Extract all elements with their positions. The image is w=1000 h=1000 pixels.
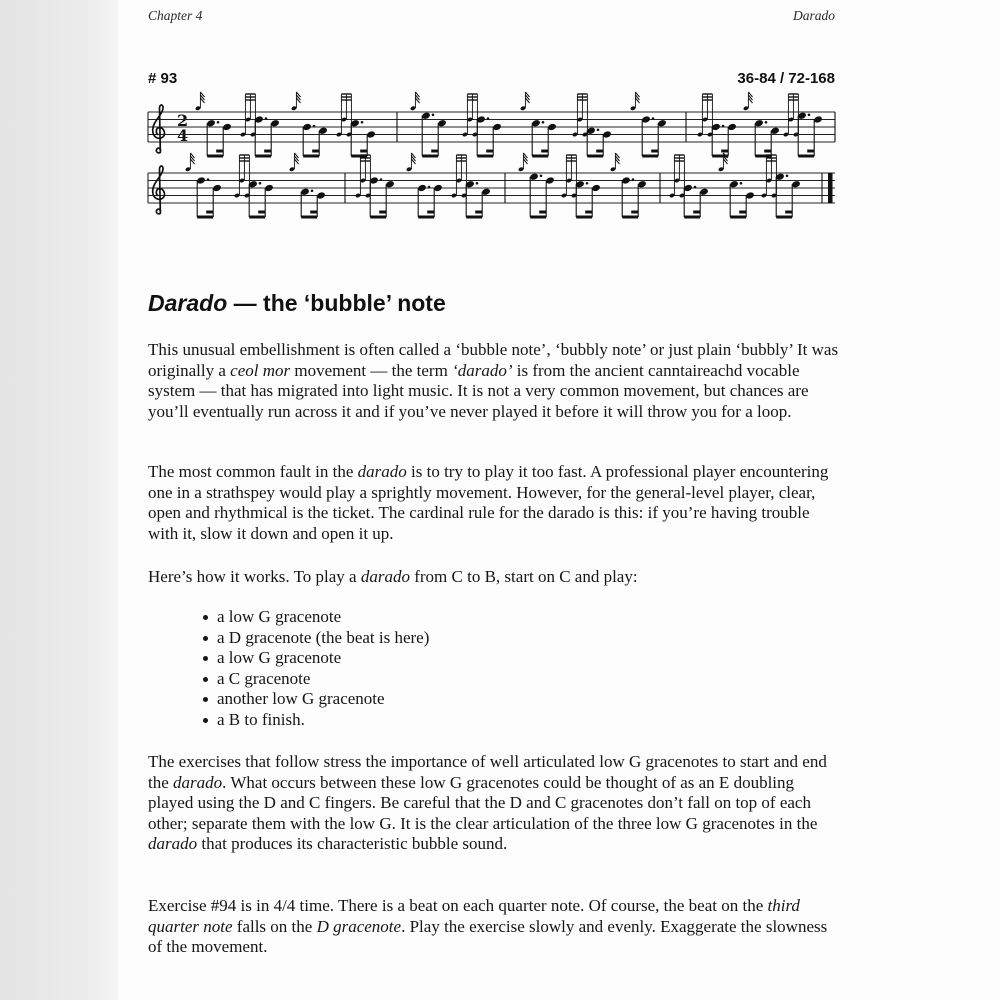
text-run-italic: D gracenote [316,916,402,936]
note-dot [597,128,600,131]
list-item-text: a low G gracenote [217,607,342,626]
list-item [200,628,429,649]
note-dot [765,121,768,124]
exercise-tempo: 36-84 / 72-168 [737,70,835,87]
paragraph-exercise-94 [148,896,840,958]
text-run: is from the ancient canntaireachd vocable system — that has migrated into light music. It is not a very common movement, but chances are you’ll eventually run across it and if you’ve never played it before it will throw you for a loop. [148,360,809,421]
list-item-text: a low G gracenote [217,648,342,668]
note-dot [722,125,725,128]
note-dot [217,121,220,124]
text-run-italic: ‘darado’ [452,360,513,380]
list-item-text: a B to finish. [217,709,305,729]
bullet [203,697,208,702]
text-run-italic: darado [173,772,223,792]
note-dot [586,182,589,185]
note-dot [694,186,697,189]
note-dot [313,125,316,128]
music-score [0,88,1000,228]
text-run: The exercises that follow stress the importance of well articulated low G gracenotes to start and end the [148,752,827,792]
text-run: Here’s how it works. To play a [148,567,361,586]
note-dot [808,113,811,116]
section-heading [148,290,446,317]
text-run: Exercise #94 is in 4/4 time. There is a beat on each quarter note. Of course, the beat on the [148,896,768,915]
note-dot [428,186,431,189]
note-dot [542,121,545,124]
text-run: is to try to play it too fast. A professional player encountering one in a strathspey would play a sprightly movement. However, for the general-level player, clear, open and rhythmical is the ticket. The cardinal rule for the darado is this: if you’re having trouble with it, slow it down and open it up. [148,462,829,543]
note-dot [632,178,635,181]
text-run: The most common fault in the [148,462,358,481]
text-run: movement — the term [290,360,453,380]
darado-steps-list [200,607,429,731]
list-item-text: another low G gracenote [217,689,385,709]
note-dot [476,182,479,185]
note-dot [259,182,262,185]
heading-term: Darado [148,290,228,316]
note-dot [487,117,490,120]
paragraph-exercises [148,752,840,855]
final-barline-thick [828,173,833,203]
text-run: This unusual embellishment is often called a ‘bubble note’, ‘bubbly note’ or just plain ‘bubbly’ It was originally a [148,340,839,380]
text-run: . What occurs between these low G gracenotes could be thought of as an E doubling played using the D and C fingers. Be careful that the D and C gracenotes don’t fall on top of each other; separate them with the low G. It is the clear articulation of the three low G gracenotes in the [148,772,818,833]
note-dot [740,182,743,185]
exercise-number: # 93 [148,70,178,87]
paragraph-intro [148,340,840,422]
text-run-italic: third quarter note [148,896,800,936]
list-item [200,669,429,690]
note-dot [786,174,789,177]
bullet [203,677,208,682]
note-dot [652,117,655,120]
text-run-italic: darado [360,567,410,586]
time-signature-top: 2 [177,111,189,130]
note-dot [380,178,383,181]
text-run-italic: darado [148,834,198,854]
bullet [203,718,208,723]
bullet [203,636,208,641]
list-item [200,648,429,669]
heading-rest: — the ‘bubble’ note [227,290,446,316]
note-dot [361,121,364,124]
text-run-italic: darado [357,462,407,481]
list-item [200,710,429,731]
list-item-text: a D gracenote (the beat is here) [217,627,430,647]
text-run: that produces its characteristic bubble sound. [197,834,508,854]
bullet [203,656,208,661]
paragraph-common-fault [148,462,840,544]
note-dot [432,113,435,116]
list-item [200,607,429,628]
time-signature-bottom: 4 [177,126,189,145]
note-dot [265,117,268,120]
running-header-section: Darado [792,8,835,23]
text-run: from C to B, start on C and play: [409,567,638,586]
text-run: . Play the exercise slowly and evenly. Exaggerate the slowness of the movement. [148,916,828,957]
bullet [203,615,208,620]
list-item [200,689,429,710]
note-dot [207,178,210,181]
running-header-chapter: Chapter 4 [148,8,203,23]
paragraph-how-it-works [148,567,840,588]
note-dot [540,174,543,177]
text-run: falls on the [232,916,317,936]
text-run-italic: ceol mor [230,360,291,380]
list-item-text: a C gracenote [217,668,311,688]
note-dot [311,189,314,192]
